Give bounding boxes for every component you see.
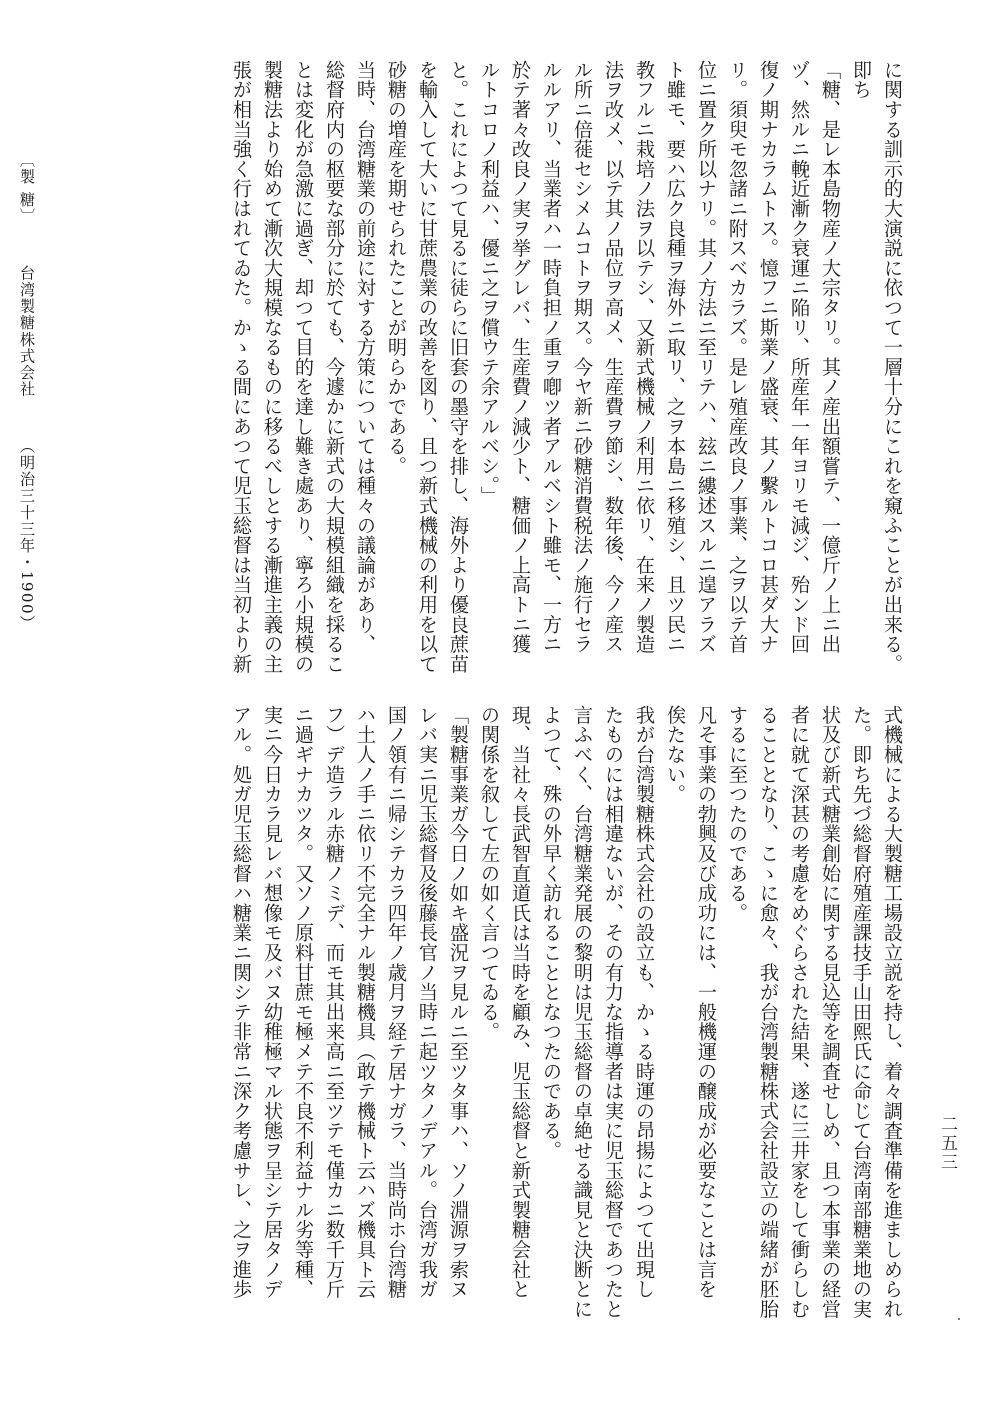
text-column: 者に就て深甚の考慮をめぐらされた結果、遂に三井家をして衝らしむ [788, 705, 811, 1319]
text-column: に関する訓示的大演説に依つて一層十分にこれを窺ふことが出来る。 [881, 60, 904, 674]
text-column: 当時、台湾糖業の前途に対する方策については種々の議論があり、 [354, 60, 377, 654]
page-number: 二五三 [937, 1115, 957, 1172]
text-column: と。これによつて見るに徒らに旧套の墨守を排し、海外より優良蔗苗 [447, 60, 470, 674]
text-column: 於テ著々改良ノ実ヲ挙グレバ、生産費ノ減少ト、糖価ノ上高トニ獲 [509, 60, 532, 654]
text-column: レバ実ニ児玉総督及後藤長官ノ当時ニ起ツタノデアル。台湾ガ我ガ [416, 705, 439, 1299]
text-column: 「製糖事業ガ今日ノ如キ盛況ヲ見ルニ至ツタ事ハ、ソノ淵源ヲ索ヌ [447, 705, 470, 1299]
text-column: 総督府内の枢要な部分に於ても、今遽かに新式の大規模組織を採るこ [323, 60, 346, 674]
text-column: ることとなり、こゝに愈々、我が台湾製糖株式会社設立の端緒が胚胎 [757, 705, 780, 1319]
upper-text-block [78, 60, 908, 680]
text-column: 式機械による大製糖工場設立説を持し、着々調査準備を進ましめられ [881, 705, 904, 1319]
text-column: フ）デ造ラル赤糖ノミデ、而モ其出来高ニ至ツテモ僅カニ数千万斤 [323, 705, 346, 1299]
lower-text-block [168, 705, 908, 1325]
text-column: たものには相違ないが、その有力な指導者は実に児玉総督であつたと [602, 705, 625, 1319]
text-column: の関係を叙して左の如く言つてゐる。 [478, 705, 501, 1042]
text-column: ル所ニ倍蓰セシメムコトヲ期ス。今ヤ新ニ砂糖消費税法ノ施行セラ [571, 60, 594, 654]
text-column: 言ふべく、台湾糖業発展の黎明は児玉総督の卓絶せる識見と決断とに [571, 705, 594, 1319]
text-column: 俟たない。 [664, 705, 687, 804]
text-column: 即ち [850, 60, 873, 100]
text-column: ルルアリ、当業者ハ一時負担ノ重ヲ喞ツ者アルベシト雖モ、一方ニ [540, 60, 563, 654]
text-column: 「糖、是レ本島物産ノ大宗タリ。其ノ産出額嘗テ、一億斤ノ上ニ出 [819, 60, 842, 654]
text-column: するに至つたのである。 [726, 705, 749, 923]
text-column: 我が台湾製糖株式会社の設立も、かゝる時運の昂揚によつて出現し [633, 705, 656, 1299]
running-head [17, 152, 38, 666]
text-column: リ。須臾モ忽諸ニ附スベカラズ。是レ殖産改良ノ事業、之ヲ以テ首 [726, 60, 749, 654]
text-column: 復ノ期ナカラムトス。憶フニ斯業ノ盛衰、其ノ繫ルトコロ甚ダ大ナ [757, 60, 780, 654]
text-column: よつて、殊の外早く訪れることとなつたのである。 [540, 705, 563, 1161]
text-column: 法ヲ改メ、以テ其ノ品位ヲ高メ、生産費ヲ節シ、数年後、今ノ産ス [602, 60, 625, 654]
text-column: 現、当社々長武智直道氏は当時を顧み、児玉総督と新式製糖会社と [509, 705, 532, 1299]
text-column: ト雖モ、要ハ広ク良種ヲ海外ニ取リ、之ヲ本島ニ移殖シ、且ツ民ニ [664, 60, 687, 654]
text-column: ニ過ギナカツタ。又ソノ原料甘蔗モ極メテ不良不利益ナル劣等種、 [292, 705, 315, 1299]
scan-speck [958, 1318, 960, 1320]
text-column: 状及び新式糖業創始に関する見込等を調査せしめ、且つ本事業の経営 [819, 705, 842, 1319]
text-column: ハ土人ノ手ニ依リ不完全ナル製糖機具（敢テ機械ト云ハズ機具ト云 [354, 705, 377, 1299]
text-column: 実ニ今日カラ見レバ想像モ及バヌ幼稚極マル状態ヲ呈シテ居タノデ [261, 705, 284, 1299]
text-column: 教フルニ栽培ノ法ヲ以テシ、又新式機械ノ利用ニ依リ、在来ノ製造 [633, 60, 656, 654]
text-column: 国ノ領有ニ帰シテカラ四年ノ歳月ヲ経テ居ナガラ、当時尚ホ台湾糖 [385, 705, 408, 1299]
text-column: 位ニ置ク所以ナリ。其ノ方法ニ至リテハ、玆ニ縷述スルニ遑アラズ [695, 60, 718, 654]
running-head-company: 台湾製糖株式会社 [18, 264, 36, 398]
text-column: を輸入して大いに甘蔗農業の改善を図り、且つ新式機械の利用を以て [416, 60, 439, 674]
running-head-period: （明治三十三年・1900） [18, 437, 36, 632]
text-column: 砂糖の増産を期せられたことが明らかである。 [385, 60, 408, 476]
text-column: た。即ち先づ総督府殖産課技手山田熙氏に命じて台湾南部糖業地の実 [850, 705, 873, 1319]
text-column: ルトコロノ利益ハ、優ニ之ヲ償ウテ余アルベシ。」 [478, 60, 501, 506]
text-column: ヅ、然ルニ輓近漸ク衰運ニ陥リ、所産年一年ヨリモ減ジ、殆ンド回 [788, 60, 811, 654]
text-column: 張が相当強く行はれてゐた。かゝる間にあつて児玉総督は当初より新 [230, 60, 253, 674]
text-column: とは変化が急激に過ぎ、却つて目的を達し難き處あり、寧ろ小規模の [292, 60, 315, 674]
text-column: 凡そ事業の勃興及び成功には、一般機運の醸成が必要なことは言を [695, 705, 718, 1299]
text-column: 製糖法より始めて漸次大規模なるものに移るべしとする漸進主義の主 [261, 60, 284, 674]
running-head-section: 〔製 糖〕 [18, 152, 36, 225]
text-column: アル。処ガ児玉総督ハ糖業ニ関シテ非常ニ深ク考慮サレ、之ヲ進歩 [230, 705, 253, 1299]
